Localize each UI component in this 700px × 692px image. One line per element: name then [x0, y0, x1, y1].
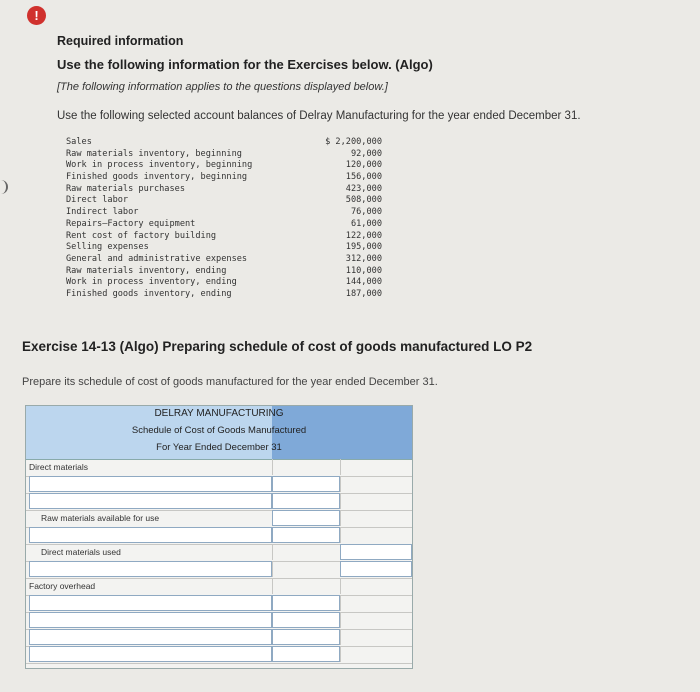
label-input[interactable]: [29, 595, 272, 611]
balance-row: [66, 231, 382, 243]
required-info-note: [The following information applies to the questions displayed below.]: [57, 81, 388, 93]
row-direct-materials: [26, 459, 412, 477]
schedule-title: Schedule of Cost of Goods Manufactured: [131, 425, 307, 436]
amount-input[interactable]: [272, 493, 340, 509]
label-input[interactable]: [29, 629, 272, 645]
required-info-subtitle: Use the following information for the Exercises below. (Algo): [57, 57, 433, 72]
row-raw-available: [26, 510, 412, 528]
balance-value: 423,000: [345, 183, 382, 194]
balance-value: 187,000: [345, 288, 382, 299]
amount-input[interactable]: [272, 476, 340, 492]
balance-value: 76,000: [350, 207, 382, 218]
table-row: [26, 527, 412, 545]
table-row: [26, 646, 412, 664]
balance-label: Finished goods inventory, ending: [66, 288, 232, 299]
label-input[interactable]: [29, 493, 272, 509]
balance-value: 92,000: [350, 148, 382, 159]
balance-value: 120,000: [345, 160, 382, 171]
row-factory-overhead: [26, 578, 412, 596]
balance-label: Sales: [66, 137, 92, 147]
table-row: [26, 629, 412, 647]
total-input[interactable]: [340, 561, 412, 577]
alert-icon: !: [27, 6, 46, 25]
balance-row: [66, 289, 382, 301]
amount-input[interactable]: [272, 527, 340, 543]
balance-value: 144,000: [345, 277, 382, 288]
label-input[interactable]: [29, 646, 272, 662]
amount-input[interactable]: [272, 612, 340, 628]
balance-row: [66, 266, 382, 278]
exercise-instruction: Prepare its schedule of cost of goods manufactured for the year ended December 31.: [22, 376, 438, 388]
schedule-company: DELRAY MANUFACTURING: [154, 408, 284, 419]
label-input[interactable]: [29, 561, 272, 577]
balance-value: 110,000: [345, 265, 382, 276]
balance-row: [66, 184, 382, 196]
balance-label: Indirect labor: [66, 207, 139, 218]
direct-materials-label: Direct materials: [29, 462, 89, 472]
amount-input[interactable]: [272, 510, 340, 526]
balance-label: Repairs—Factory equipment: [66, 218, 196, 229]
balance-row: [66, 137, 382, 149]
balance-row: [66, 207, 382, 219]
balance-value: 195,000: [345, 242, 382, 253]
required-info-title: Required information: [57, 34, 184, 48]
balance-label: Work in process inventory, ending: [66, 277, 237, 288]
balance-label: Raw materials purchases: [66, 183, 185, 194]
table-row: [26, 476, 412, 494]
schedule-header: [26, 406, 412, 460]
table-row: [26, 493, 412, 511]
balance-value: 508,000: [345, 195, 382, 206]
page-edge-marker: [0, 180, 8, 194]
table-row: [26, 612, 412, 630]
label-input[interactable]: [29, 612, 272, 628]
amount-input[interactable]: [272, 595, 340, 611]
label-input[interactable]: [29, 476, 272, 492]
amount-input[interactable]: [272, 646, 340, 662]
balance-label: Rent cost of factory building: [66, 230, 217, 241]
balance-value: 156,000: [345, 172, 382, 183]
label-input[interactable]: [29, 527, 272, 543]
row-direct-materials-used: [26, 544, 412, 562]
total-input[interactable]: [340, 544, 412, 560]
balance-row: [66, 219, 382, 231]
balance-label: Selling expenses: [66, 242, 149, 253]
balance-row: [66, 160, 382, 172]
schedule-period: For Year Ended December 31: [156, 442, 282, 453]
balance-row: [66, 195, 382, 207]
balance-value: 122,000: [345, 230, 382, 241]
balance-label: Direct labor: [66, 195, 129, 206]
balance-label: Raw materials inventory, beginning: [66, 148, 242, 159]
exercise-title: Exercise 14-13 (Algo) Preparing schedule of cost of goods manufactured LO P2: [22, 339, 533, 354]
balance-label: Raw materials inventory, ending: [66, 265, 227, 276]
direct-materials-used-label: Direct materials used: [41, 547, 121, 557]
balance-row: [66, 149, 382, 161]
balance-value: 312,000: [345, 253, 382, 264]
table-row: [26, 561, 412, 579]
required-info-intro: Use the following selected account balances of Delray Manufacturing for the year ended December 31.: [57, 110, 581, 122]
table-row: [26, 595, 412, 613]
balance-value: 61,000: [350, 218, 382, 229]
balance-row: [66, 242, 382, 254]
account-balances-list: [66, 137, 382, 301]
balance-label: Work in process inventory, beginning: [66, 160, 253, 171]
amount-input[interactable]: [272, 629, 340, 645]
balance-label: General and administrative expenses: [66, 253, 248, 264]
balance-label: Finished goods inventory, beginning: [66, 172, 248, 183]
factory-overhead-label: Factory overhead: [29, 581, 96, 591]
cogm-schedule-form: [25, 405, 413, 669]
raw-available-label: Raw materials available for use: [41, 513, 160, 523]
balance-row: [66, 254, 382, 266]
balance-value: $ 2,200,000: [325, 137, 382, 147]
balance-row: [66, 277, 382, 289]
balance-row: [66, 172, 382, 184]
